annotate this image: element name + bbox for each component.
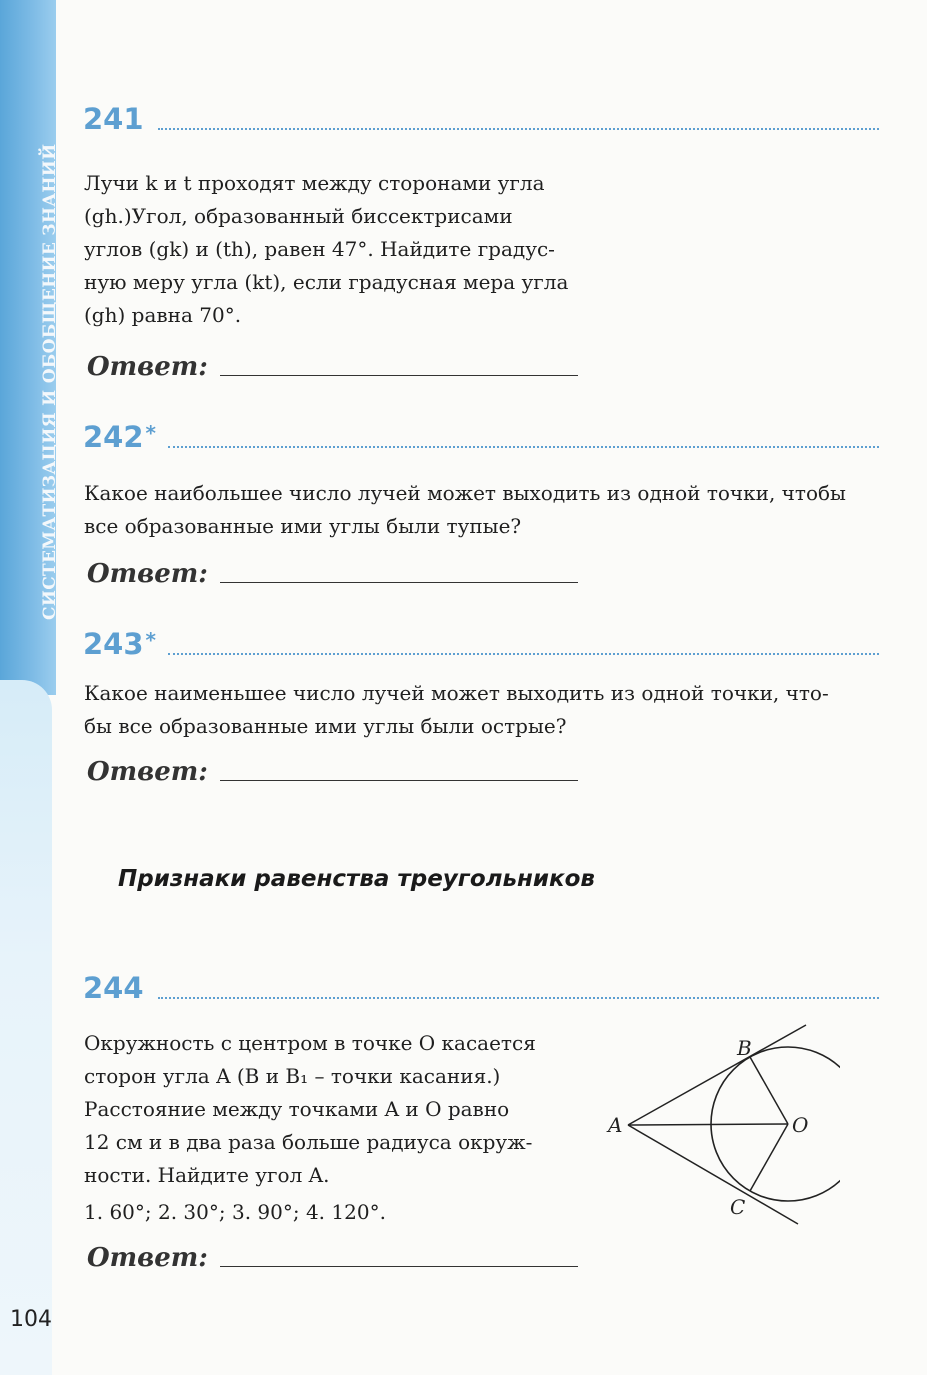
answer-243	[87, 757, 578, 787]
text-line: Лучи k и t проходят между сторонами угла	[84, 171, 545, 195]
answer-input-line[interactable]	[220, 374, 578, 376]
text-line: все образованные ими углы были тупые?	[84, 514, 522, 538]
dotted-rule	[168, 653, 879, 655]
section-title: Признаки равенства треугольников	[118, 866, 595, 892]
answer-input-line[interactable]	[220, 779, 578, 781]
answer-label: Ответ:	[87, 352, 208, 382]
text-line: Какое наибольшее число лучей может выходить из одной точки, чтобы	[84, 481, 846, 505]
task-242-header	[83, 420, 879, 454]
task-241-header	[83, 102, 879, 136]
text-line: Расстояние между точками A и O равно	[84, 1097, 510, 1121]
text-line: (gh.)Угол, образованный биссектрисами	[84, 204, 513, 228]
dotted-rule	[168, 446, 879, 448]
label-A: A	[608, 1113, 623, 1137]
task-244-text	[84, 1027, 578, 1192]
label-B: B	[737, 1036, 752, 1060]
tangent-circle-figure	[600, 1015, 840, 1235]
answer-244	[87, 1243, 578, 1273]
dotted-rule	[158, 997, 879, 999]
task-number: 242 *	[83, 420, 157, 454]
text-line: (gh) равна 70°.	[84, 303, 242, 327]
task-241-text	[84, 167, 586, 332]
task-244-header	[83, 971, 879, 1005]
page-number: 104	[10, 1307, 52, 1332]
segment-AO	[628, 1124, 788, 1125]
answer-label: Ответ:	[87, 559, 208, 589]
task-number: 244	[83, 971, 144, 1005]
task-242-text	[84, 477, 884, 543]
dotted-rule	[158, 128, 879, 130]
text-line: ности. Найдите угол A.	[84, 1163, 330, 1187]
task-number: 241	[83, 102, 144, 136]
radius-OC	[750, 1124, 788, 1191]
text-line: бы все образованные ими углы были острые?	[84, 714, 567, 738]
text-line: Окружность с центром в точке O касается	[84, 1031, 536, 1055]
task-243-text	[84, 677, 884, 743]
answer-input-line[interactable]	[220, 1265, 578, 1267]
task-number: 243 *	[83, 627, 157, 661]
answer-label: Ответ:	[87, 1243, 208, 1273]
answer-input-line[interactable]	[220, 581, 578, 583]
text-line: Какое наименьшее число лучей может выходить из одной точки, что-	[84, 681, 829, 705]
text-line: 12 см и в два раза больше радиуса окруж-	[84, 1130, 533, 1154]
answer-label: Ответ:	[87, 757, 208, 787]
answer-241	[87, 352, 578, 382]
chapter-title: СИСТЕМАТИЗАЦИЯ И ОБОБЩЕНИЕ ЗНАНИЙ	[40, 143, 60, 620]
answer-242	[87, 559, 578, 589]
label-C: C	[730, 1195, 746, 1219]
text-line: сторон угла A (B и B₁ – точки касания.)	[84, 1064, 501, 1088]
text-line: углов (gk) и (th), равен 47°. Найдите градус-	[84, 237, 555, 261]
task-243-header	[83, 627, 879, 661]
answer-options: 1. 60°; 2. 30°; 3. 90°; 4. 120°.	[84, 1200, 386, 1224]
radius-OB	[750, 1057, 788, 1124]
sidebar-lower-band	[0, 680, 52, 1375]
text-line: ную меру угла (kt), если градусная мера угла	[84, 270, 569, 294]
label-O: O	[792, 1113, 809, 1137]
